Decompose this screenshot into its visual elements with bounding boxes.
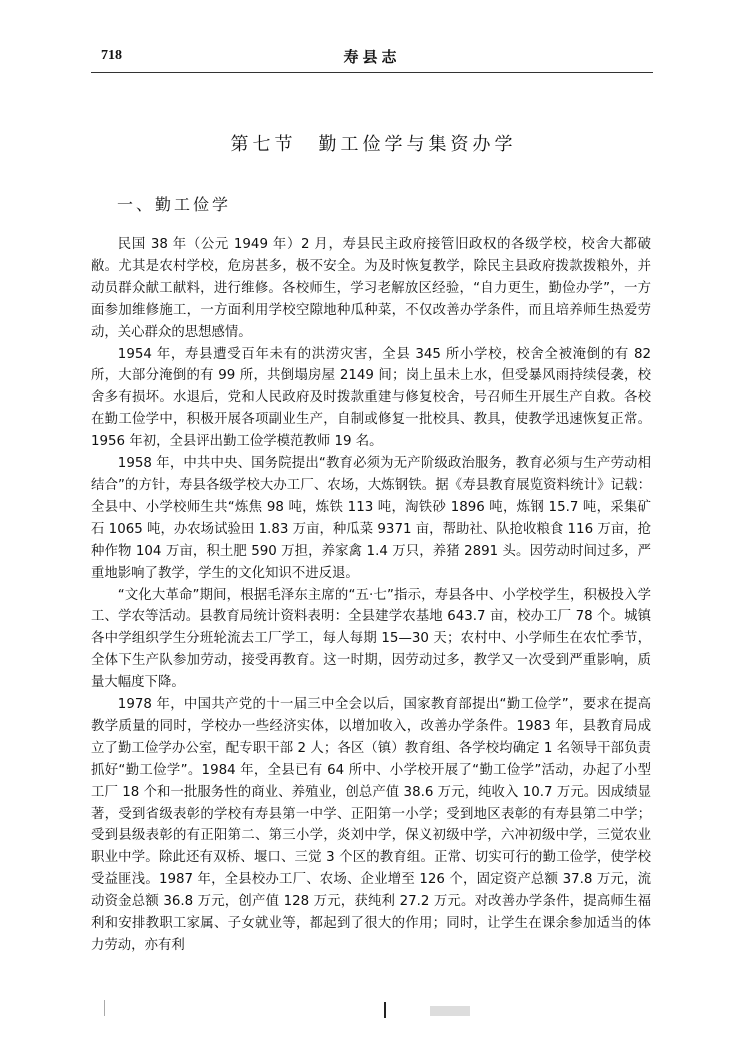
running-title: 寿县志 — [343, 48, 401, 66]
section-heading: 勤工俭学与集资办学 — [318, 134, 517, 155]
subsection-title: 一、勤工俭学 — [117, 195, 232, 214]
header-rule — [91, 72, 653, 73]
body-text — [91, 234, 651, 957]
paragraph-1978: 1978 年，中国共产党的十一届三中全会以后，国家教育部提出“勤工俭学”，要求在提高教学质量的同时，学校办一些经济实体，以增加收入，改善办学条件。1983 年，县教育局成立了勤工俭学办公室，配专职干部 2 人；各区（镇）教育组、各学校均确定 1 名领导干部负责抓好“勤工俭学”。1984 年，全县已有 64 所中、小学校开展了“勤工俭学”活动，办起了小型工厂 18 个和一批服务性的商业、养殖业，创总产值 38.6 万元，纯收入 10.7 万元。因成绩显著，受到省级表彰的学校有寿县第一中学、正阳第一小学；受到地区表彰的有寿县第二中学；受到县级表彰的有正阳第二、第三小学，炎刘中学，保义初级中学，六冲初级中学，三觉农业职业中学。除此还有双桥、堰口、三觉 3 个区的教育组。正常、切实可行的勤工俭学，使学校受益匪浅。1987 年，全县校办工厂、农场、企业增至 126 个，固定资产总额 37.8 万元，流动资金总额 36.8 万元，创产值 128 万元，获纯利 27.2 万元。对改善办学条件，提高师生福利和安排教职工家属、子女就业等，都起到了很大的作用；同时，让学生在课余参加适当的体力劳动，亦有利 — [91, 697, 651, 953]
paragraph-1949: 民国 38 年（公元 1949 年）2 月，寿县民主政府接管旧政权的各级学校，校舍大都破敝。尤其是农村学校，危房甚多，极不安全。为及时恢复教学，除民主县政府拨款拨粮外，并动员群众献工献料，进行维修。各校师生，学习老解放区经验，“自力更生，勤俭办学”，一方面参加维修施工，一方面利用学校空隙地种瓜种菜，不仅改善办学条件，而且培养师生热爱劳动，关心群众的思想感情。 — [91, 237, 651, 340]
scan-mark-center — [384, 1002, 386, 1018]
paragraph-1954: 1954 年，寿县遭受百年未有的洪涝灾害，全县 345 所小学校，校舍全被淹倒的有 82 所，大部分淹倒的有 99 所，共倒塌房屋 2149 间；岗上虽未上水，但受暴风雨持续侵袭，校舍多有损坏。水退后，党和人民政府及时拨款重建与修复校舍，号召师生开展生产自救。各校在勤工俭学中，积极开展各项副业生产，自制或修复一批校具、教具，使教学迅速恢复正常。1956 年初，全县评出勤工俭学模范教师 19 名。 — [91, 346, 651, 450]
page-header — [91, 46, 653, 70]
section-title — [0, 130, 747, 156]
section-number: 第七节 — [230, 134, 297, 155]
scan-mark-left — [104, 1000, 105, 1016]
scan-mark-smudge — [430, 1006, 470, 1016]
paragraph-1958: 1958 年，中共中央、国务院提出“教育必须为无产阶级政治服务，教育必须与生产劳动相结合”的方针，寿县各级学校大办工厂、农场，大炼钢铁。据《寿县教育展览资料统计》记载：全县中、小学校师生共“炼焦 98 吨，炼铁 113 吨，淘铁砂 1896 吨，炼钢 15.7 吨，采集矿石 1065 吨，办农场试验田 1.83 万亩，种瓜菜 9371 亩，帮助社、队抢收粮食 116 万亩，抢种作物 104 万亩，积土肥 590 万担，养家禽 1.4 万只，养猪 2891 头。因劳动时间过多，严重地影响了教学，学生的文化知识不进反退。 — [91, 456, 651, 581]
page-number: 718 — [101, 48, 122, 63]
paragraph-cultural-revolution: “文化大革命”期间，根据毛泽东主席的“五·七”指示，寿县各中、小学校学生，积极投入学工、学农等活动。县教育局统计资料表明：全县建学农基地 643.7 亩，校办工厂 78 个。城镇各中学组织学生分班轮流去工厂学工，每人每期 15—30 天；农村中、小学师生在农忙季节，全体下生产队参加劳动，接受再教育。这一时期，因劳动过多，教学又一次受到严重影响，质量大幅度下降。 — [91, 587, 651, 691]
